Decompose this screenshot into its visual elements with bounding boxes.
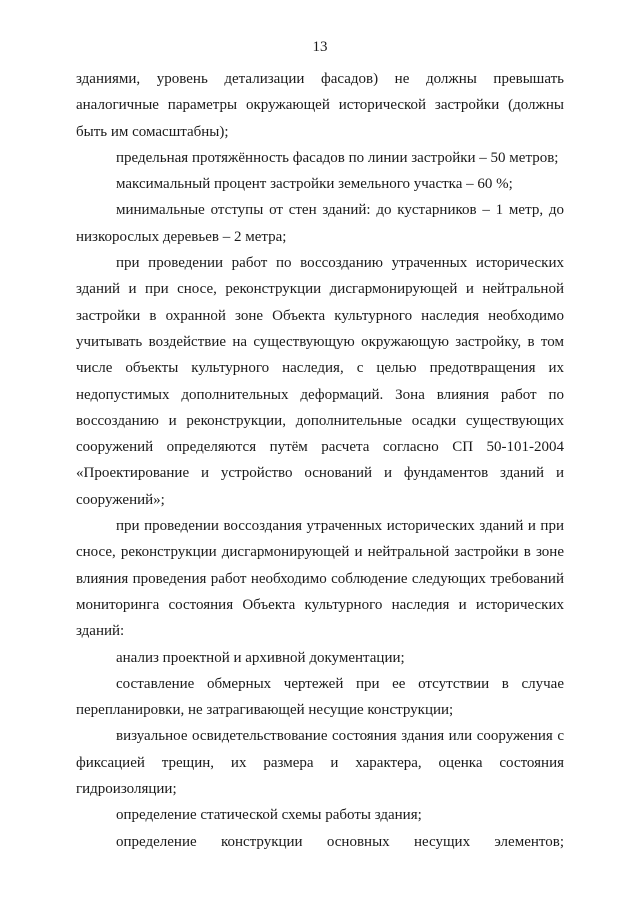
- list-item-measurement-drawings: составление обмерных чертежей при ее отсутствии в случае перепланировки, не затрагивающей несущие конструкции;: [76, 675, 564, 719]
- list-item-document-analysis: анализ проектной и архивной документации;: [116, 649, 405, 666]
- paragraph-reconstruction-impact: при проведении работ по воссозданию утраченных исторических зданий и при сносе, реконструкции дисгармонирующей и нейтральной застройки в охранной зоне Объекта культурного наследия необходимо учитывать воздействие на существующую окружающую застройку, в том числе объекты культурного наследия, с целью предотвращения их недопустимых дополнительных деформаций. Зона влияния работ по воссозданию и реконструкции, дополнительные осадки существующих сооружений определяются путём расчета согласно СП 50-101-2004 «Проектирование и устройство оснований и фундаментов зданий и сооружений»;: [76, 255, 564, 508]
- list-item-static-scheme: определение статической схемы работы здания;: [116, 807, 422, 824]
- list-item-load-bearing-elements: определение конструкции основных несущих элементов;: [116, 833, 564, 850]
- list-item-visual-inspection: визуальное освидетельствование состояния здания или сооружения с фиксацией трещин, их размера и характера, оценка состояния гидроизоляции;: [76, 728, 564, 798]
- paragraph-facade-length: предельная протяжённость фасадов по линии застройки – 50 метров;: [116, 149, 559, 166]
- paragraph-minimal-setbacks: минимальные отступы от стен зданий: до кустарников – 1 метр, до низкорослых деревьев – 2 метра;: [76, 202, 564, 245]
- document-body: [76, 66, 564, 855]
- paragraph-building-percent: максимальный процент застройки земельного участка – 60 %;: [116, 176, 513, 193]
- paragraph-facade-parameters: зданиями, уровень детализации фасадов) не должны превышать аналогичные параметры окружающей исторической застройки (должны быть им сомасштабны);: [76, 71, 564, 140]
- page-number: 13: [312, 39, 328, 55]
- paragraph-monitoring-requirements: при проведении воссоздания утраченных исторических зданий и при сносе, реконструкции дисгармонирующей и нейтральной застройки в зоне влияния проведения работ необходимо соблюдение следующих требований мониторинга состояния Объекта культурного наследия и исторических зданий:: [76, 518, 564, 640]
